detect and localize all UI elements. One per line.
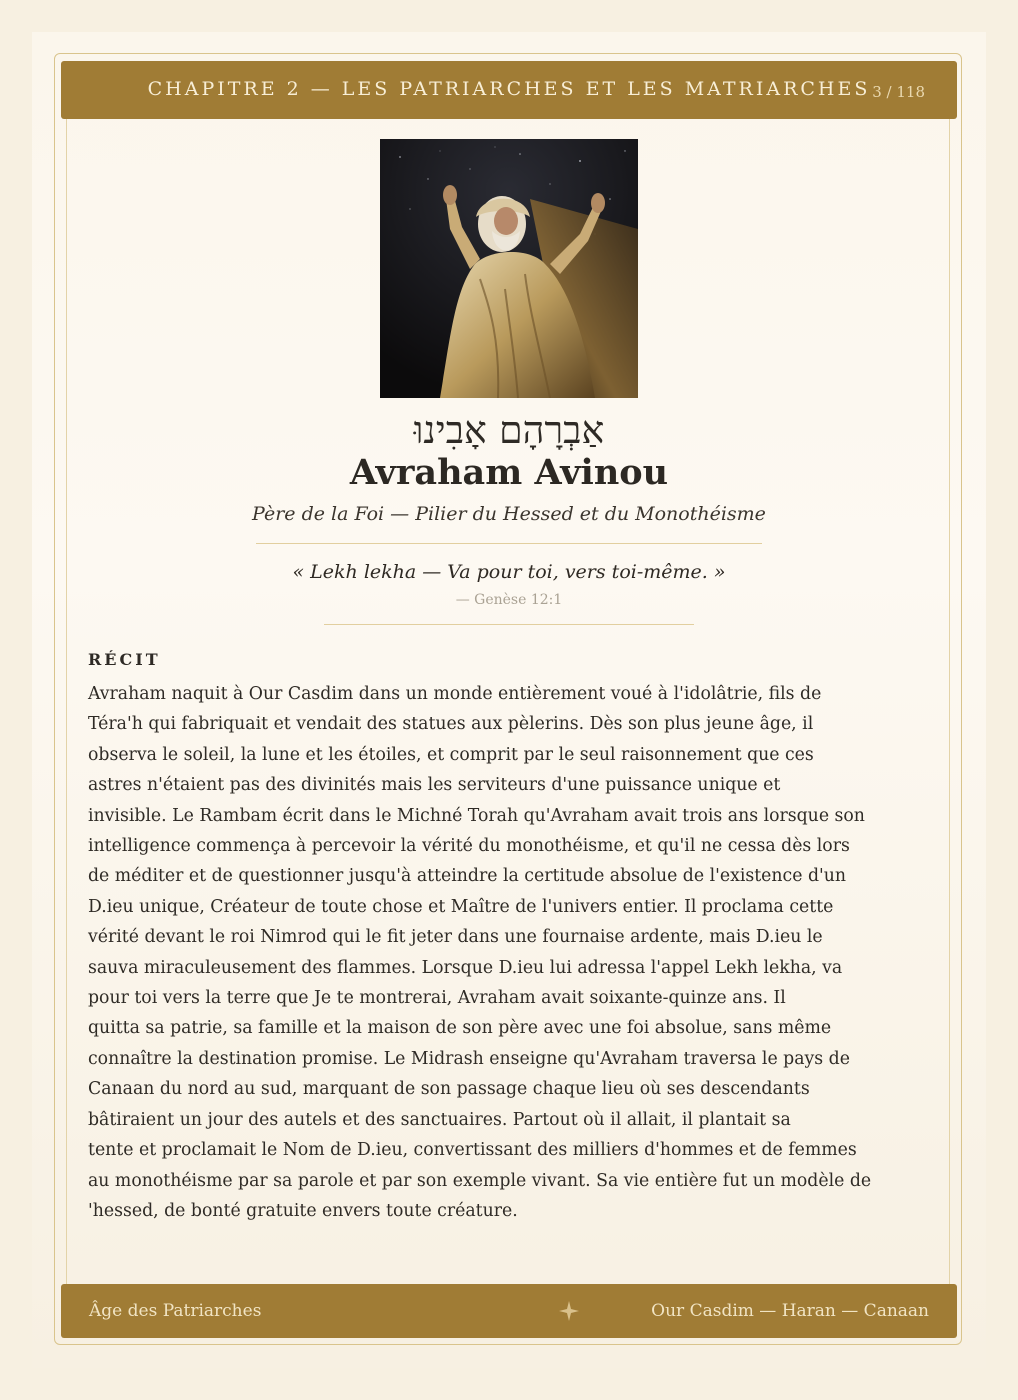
section-label: RÉCIT: [88, 650, 161, 669]
narrative-line: quitta sa patrie, sa famille et la maison de son père avec une foi absolue, sans même: [88, 1018, 832, 1039]
narrative-line: tente et proclamait le Nom de D.ieu, convertissant des milliers d'hommes et de femmes: [88, 1140, 857, 1161]
figure-subtitle: Père de la Foi — Pilier du Hessed et du Monothéisme: [252, 503, 766, 525]
four-point-star-icon: [558, 1300, 580, 1322]
era-label: Âge des Patriarches: [89, 1301, 262, 1321]
page-indicator: 3 / 118: [872, 83, 925, 101]
narrative-line: de méditer et de questionner jusqu'à atteindre la certitude absolue de l'existence d'un: [88, 866, 847, 887]
hebrew-name: אַבְרָהָם אָבִינוּ: [413, 408, 605, 452]
narrative-line: invisible. Le Rambam écrit dans le Michné Torah qu'Avraham avait trois ans lorsque son: [88, 805, 865, 826]
narrative-line: Canaan du nord au sud, marquant de son passage chaque lieu où ses descendants: [88, 1079, 810, 1100]
divider: [256, 543, 762, 544]
route-label: Our Casdim — Haran — Canaan: [651, 1301, 929, 1321]
narrative-line: Avraham naquit à Our Casdim dans un monde entièrement voué à l'idolâtrie, fils de: [88, 684, 822, 704]
narrative-line: sauva miraculeusement des flammes. Lorsque D.ieu lui adressa l'appel Lekh lekha, va: [88, 957, 843, 978]
narrative-line: pour toi vers la terre que Je te montrerai, Avraham avait soixante-quinze ans. Il: [88, 988, 786, 1009]
chapter-header: [61, 61, 957, 119]
narrative-line: bâtiraient un jour des autels et des sanctuaires. Partout où il allait, il plantait sa: [88, 1109, 791, 1130]
narrative-line: observa le soleil, la lune et les étoiles, et comprit par le seul raisonnement que ces: [88, 744, 814, 765]
narrative-line: Téra'h qui fabriquait et vendait des statues aux pèlerins. Dès son plus jeune âge, il: [88, 714, 814, 735]
narrative-line: connaître la destination promise. Le Midrash enseigne qu'Avraham traversa le pays de: [88, 1048, 850, 1069]
chapter-footer: [61, 1284, 957, 1338]
chapter-title: CHAPITRE 2 — LES PATRIARCHES ET LES MATRIARCHES: [147, 78, 871, 100]
narrative-text: [88, 679, 933, 1226]
avraham-portrait: [380, 139, 638, 398]
narrative-line: D.ieu unique, Créateur de toute chose et Maître de l'univers entier. Il proclama cette: [88, 896, 834, 917]
narrative-line: vérité devant le roi Nimrod qui le fit jeter dans une fournaise ardente, mais D.ieu le: [88, 927, 823, 948]
narrative-line: intelligence commença à percevoir la vérité du monothéisme, et qu'il ne cessa dès lors: [88, 836, 850, 857]
narrative-line: astres n'étaient pas des divinités mais les serviteurs d'une puissance unique et: [88, 775, 781, 796]
quote-source: — Genèse 12:1: [455, 592, 563, 608]
narrative-line: 'hessed, de bonté gratuite envers toute créature.: [88, 1200, 518, 1221]
divider: [324, 624, 694, 625]
epigraph-quote: « Lekh lekha — Va pour toi, vers toi-même. »: [292, 561, 726, 583]
narrative-line: au monothéisme par sa parole et par son exemple vivant. Sa vie entière fut un modèle de: [88, 1170, 872, 1191]
figure-name: Avraham Avinou: [349, 452, 669, 493]
